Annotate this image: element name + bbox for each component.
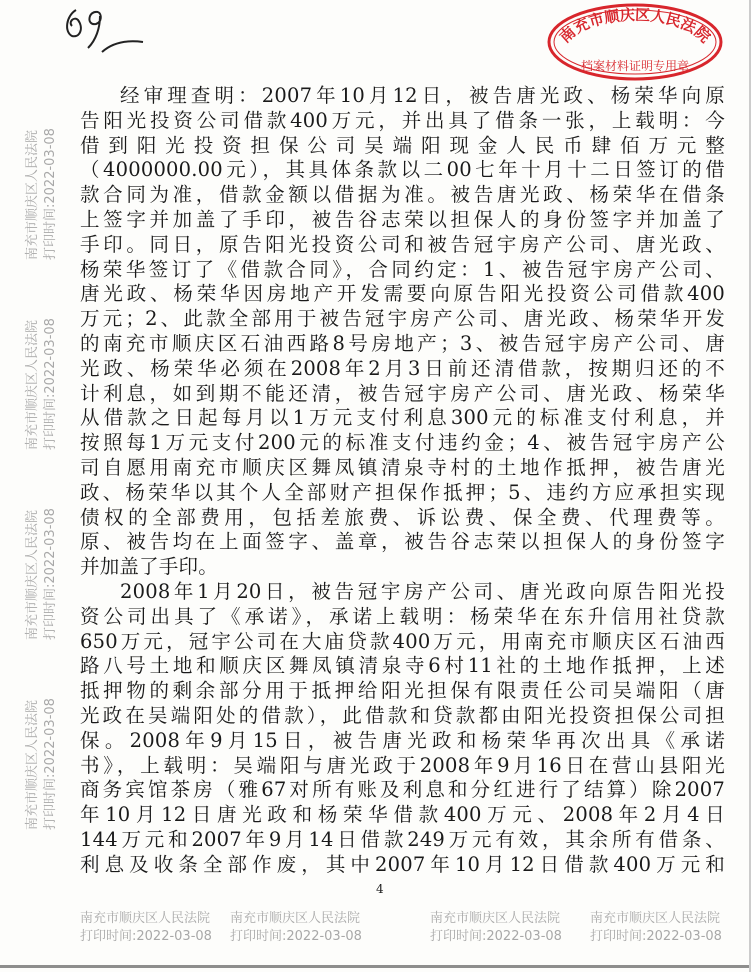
- text-line: 抵押物的剩余部分用于抵押给阳光担保有限责任公司吴端阳（唐: [80, 679, 725, 703]
- text-line: 光政、杨荣华必须在2008年2月3日前还清借款，按期归还的不: [80, 356, 725, 380]
- watermark-line: 南充市顺庆区人民法院: [25, 699, 40, 830]
- text-line: 商务宾馆茶房（雅67对所有账及利息和分红进行了结算）除2007: [80, 778, 725, 802]
- document-body: [80, 84, 725, 878]
- text-line: 政、杨荣华以其个人全部财产担保作抵押；5、违约方应承担实现: [80, 480, 725, 504]
- text-line: 保。2008年9月15日，被告唐光政和杨荣华再次出具《承诺: [80, 728, 725, 752]
- handwritten-page-mark: [58, 2, 148, 62]
- watermark: [24, 128, 60, 260]
- text-line: 司自愿用南充市顺庆区舞凤镇清泉寺村的土地作抵押，被告唐光: [80, 455, 725, 479]
- text-line: （4000000.00元），其具体条款以二00七年十月十二日签订的借: [80, 158, 725, 182]
- text-line: 书》，上载明：吴端阳与唐光政于2008年9月16日在营山县阳光: [80, 753, 725, 777]
- text-line: 144万元和2007年9月14日借款249万元有效，其余所有借条、: [80, 827, 725, 851]
- text-line: 并加盖了手印。: [80, 555, 218, 579]
- watermark-line: 打印时间:2022-03-08: [590, 929, 722, 944]
- text-line: 2008年1月20日，被告冠宇房产公司、唐光政向原告阳光投: [120, 579, 725, 603]
- watermark-line: 打印时间:2022-03-08: [43, 128, 58, 260]
- official-seal: [545, 2, 725, 82]
- scan-edge: [0, 965, 751, 968]
- watermark-line: 打印时间:2022-03-08: [43, 318, 58, 450]
- text-line: 债权的全部费用，包括差旅费、诉讼费、保全费、代理费等。: [80, 505, 725, 529]
- watermark-line: 南充市顺庆区人民法院: [590, 911, 721, 926]
- watermark: [430, 910, 562, 946]
- text-line: 款合同为准，借款金额以借据为准。被告唐光政、杨荣华在借条: [80, 183, 725, 207]
- text-line: 光政在吴端阳处的借款），此借款和贷款都由阳光投资担保公司担: [80, 703, 725, 727]
- watermark-line: 南充市顺庆区人民法院: [25, 509, 40, 640]
- text-line: 从借款之日起每月以1万元支付利息300元的标准支付利息，并: [80, 406, 725, 430]
- text-line: 万元；2、此款全部用于被告冠宇房产公司、唐光政、杨荣华开发: [80, 307, 725, 331]
- text-line: 上签字并加盖了手印，被告谷志荣以担保人的身份签字并加盖了: [80, 207, 725, 231]
- watermark-line: 打印时间:2022-03-08: [430, 929, 562, 944]
- text-line: 按照每1万元支付200元的标准支付违约金；4、被告冠宇房产公: [80, 431, 725, 455]
- text-line: 手印。同日，原告阳光投资公司和被告冠宇房产公司、唐光政、: [80, 232, 725, 256]
- watermark-line: 打印时间:2022-03-08: [230, 929, 362, 944]
- page-number: 4: [376, 882, 384, 896]
- watermark-line: 打印时间:2022-03-08: [43, 508, 58, 640]
- watermark: [230, 910, 362, 946]
- watermark-line: 南充市顺庆区人民法院: [25, 319, 40, 450]
- watermark: [24, 318, 60, 450]
- svg-text:档案材料证明专用章: 档案材料证明专用章: [580, 59, 690, 73]
- text-line: 经审理查明：2007年10月12日，被告唐光政、杨荣华向原: [120, 84, 725, 107]
- text-line: 资公司出具了《承诺》，承诺上载明：杨荣华在东升信用社贷款: [80, 604, 725, 628]
- text-line: 原、被告均在上面签字、盖章，被告谷志荣以担保人的身份签字: [80, 530, 725, 554]
- text-line: 借到阳光投资担保公司吴端阳现金人民币肆佰万元整: [80, 133, 725, 157]
- text-line: 杨荣华签订了《借款合同》，合同约定：1、被告冠宇房产公司、: [80, 257, 725, 281]
- watermark: [24, 508, 60, 640]
- watermark-line: 南充市顺庆区人民法院: [230, 911, 361, 926]
- text-line: 告阳光投资公司借款400万元，并出具了借条一张，上载明：今: [80, 108, 725, 132]
- watermark: [80, 910, 212, 946]
- watermark-line: 南充市顺庆区人民法院: [80, 911, 211, 926]
- watermark-line: 打印时间:2022-03-08: [80, 929, 212, 944]
- svg-text:南充市顺庆区人民法院: 南充市顺庆区人民法院: [556, 5, 714, 47]
- watermark-line: 南充市顺庆区人民法院: [25, 129, 40, 260]
- text-line: 的南充市顺庆区石油西路8号房地产；3、被告冠宇房产公司、唐: [80, 331, 725, 355]
- text-line: 路八号土地和顺庆区舞凤镇清泉寺6村11社的土地作抵押，上述: [80, 654, 725, 678]
- watermark-line: 打印时间:2022-03-08: [43, 698, 58, 830]
- watermark-line: 南充市顺庆区人民法院: [430, 911, 561, 926]
- watermark: [24, 698, 60, 830]
- text-line: 年10月12日唐光政和杨荣华借款400万元、2008年2月4日: [80, 803, 725, 827]
- watermark: [590, 910, 722, 946]
- text-line: 唐光政、杨荣华因房地产开发需要向原告阳光投资公司借款400: [80, 282, 725, 306]
- text-line: 利息及收条全部作废，其中2007年10月12日借款400万元和: [80, 852, 725, 876]
- text-line: 计利息，如到期不能还清，被告冠宇房产公司、唐光政、杨荣华: [80, 381, 725, 405]
- text-line: 650万元，冠宇公司在大庙贷款400万元，用南充市顺庆区石油西: [80, 629, 725, 653]
